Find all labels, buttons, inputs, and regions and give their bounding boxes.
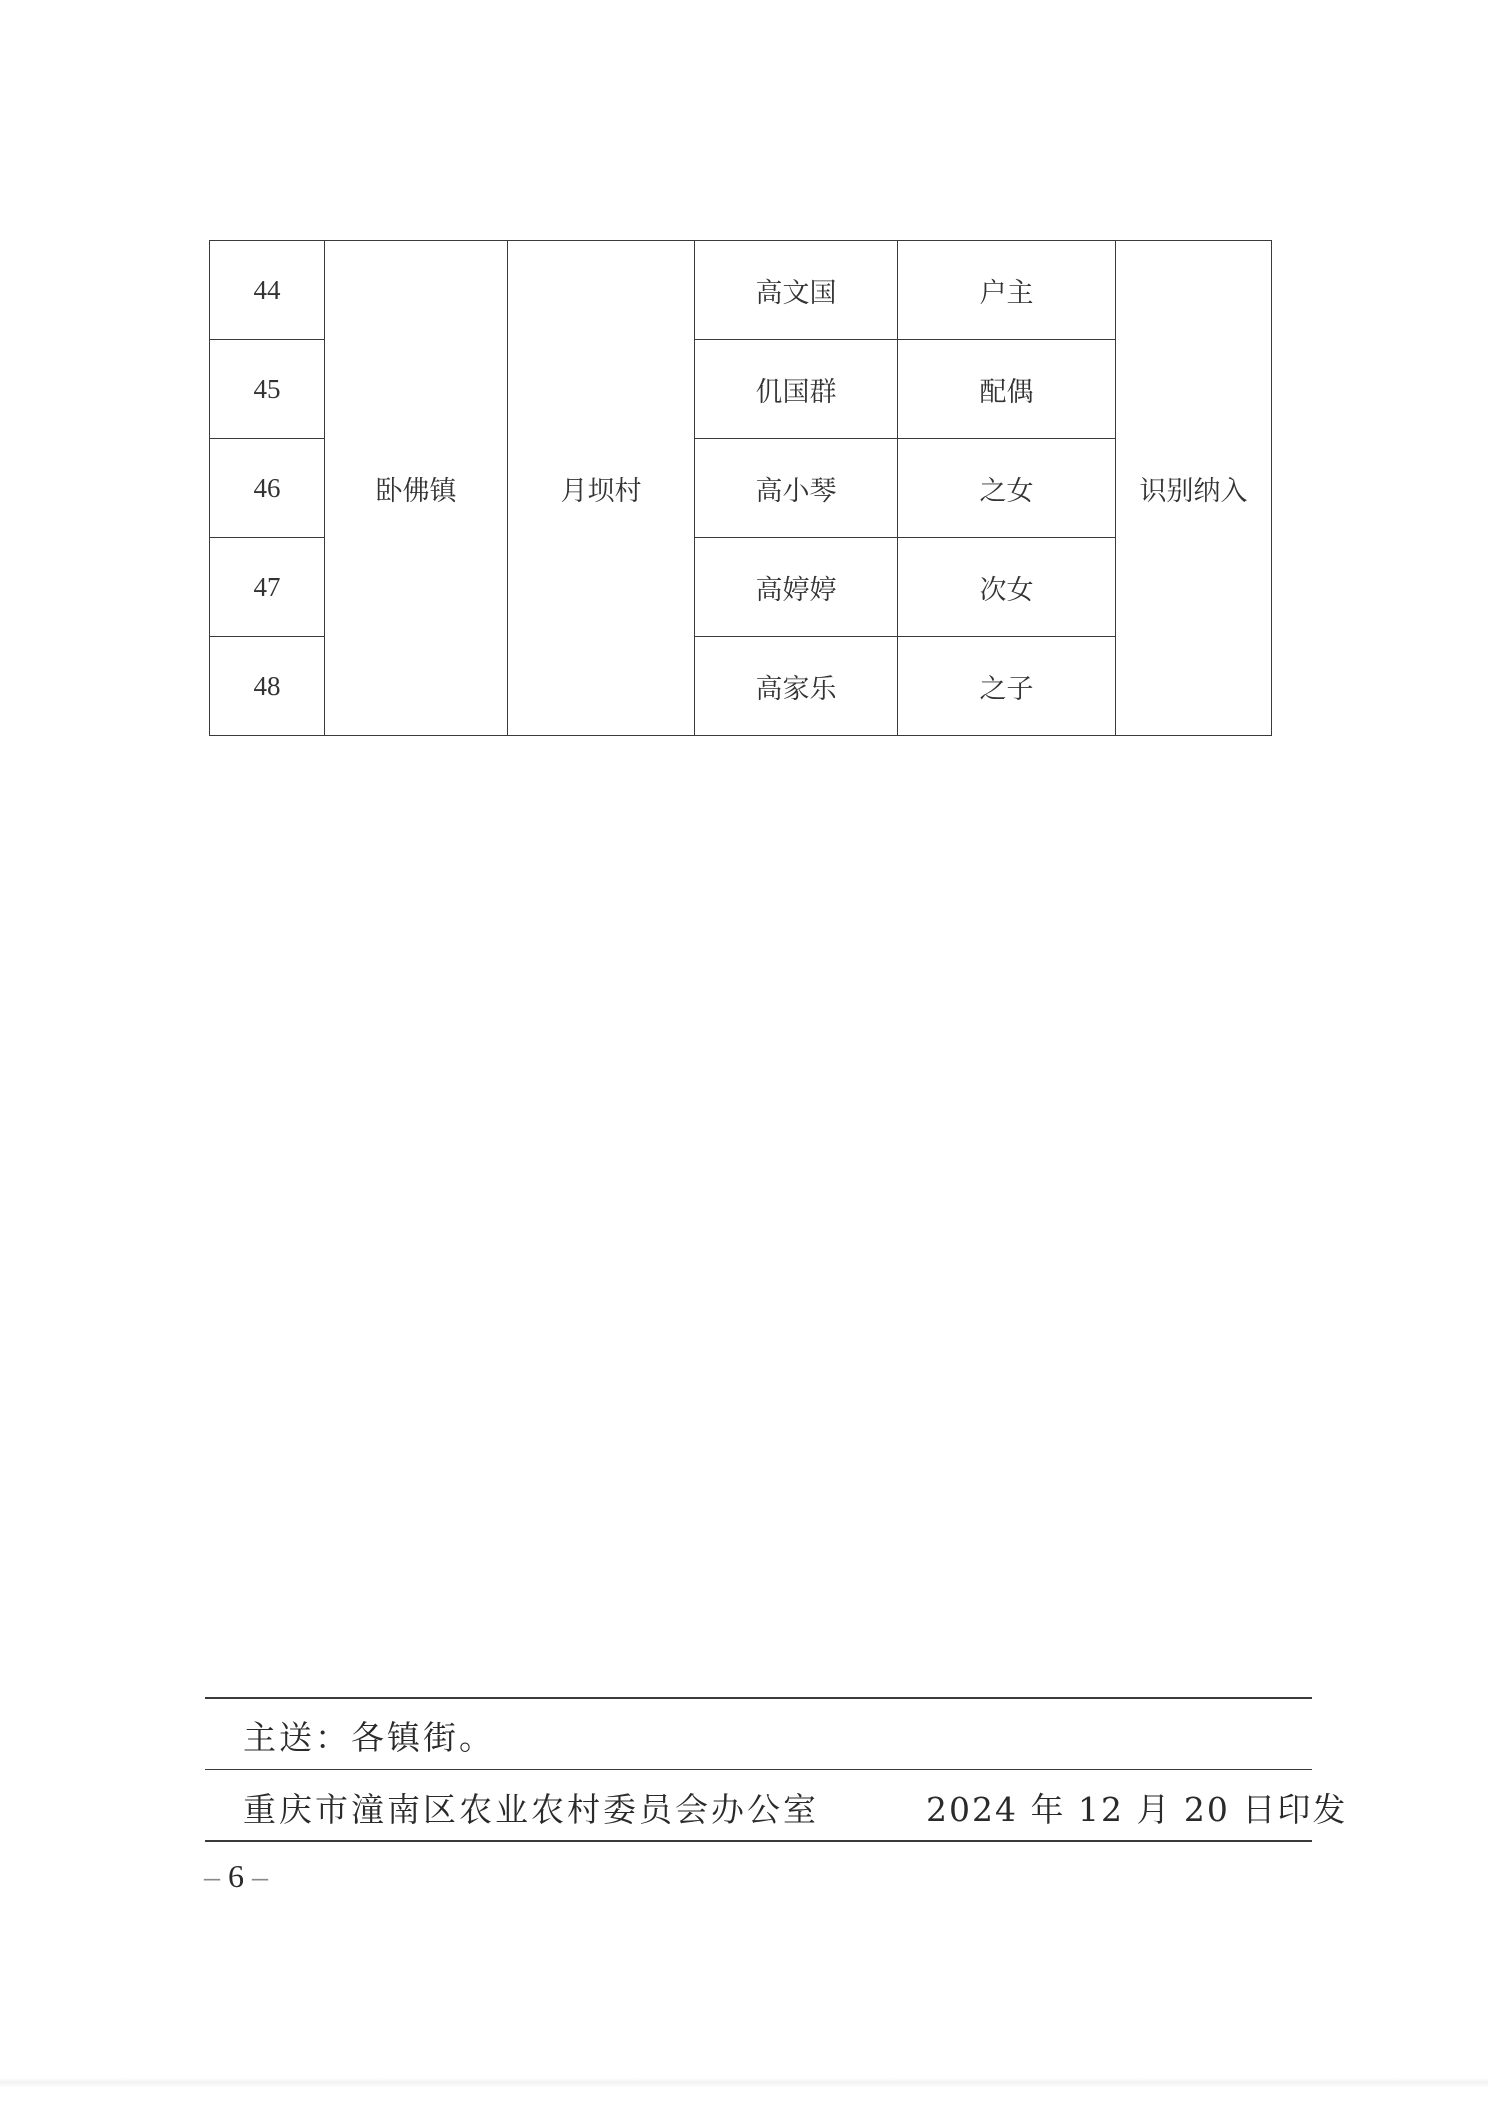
name-cell: 仉国群	[695, 340, 898, 439]
row-number: 45	[210, 340, 325, 439]
village-cell: 月坝村	[508, 241, 695, 736]
page-number-value: 6	[228, 1858, 244, 1894]
row-number: 48	[210, 637, 325, 736]
household-table	[209, 240, 1272, 736]
relation-cell: 之女	[898, 439, 1116, 538]
town-cell: 卧佛镇	[325, 241, 508, 736]
name-cell: 高家乐	[695, 637, 898, 736]
relation-cell: 户主	[898, 241, 1116, 340]
footer-top-rule	[205, 1697, 1312, 1699]
relation-cell: 次女	[898, 538, 1116, 637]
name-cell: 高文国	[695, 241, 898, 340]
name-cell: 高婷婷	[695, 538, 898, 637]
status-cell: 识别纳入	[1116, 241, 1272, 736]
send-to-line: 主送：各镇街。	[243, 1718, 495, 1757]
name-cell: 高小琴	[695, 439, 898, 538]
table-row	[210, 241, 1272, 340]
row-number: 46	[210, 439, 325, 538]
row-number: 47	[210, 538, 325, 637]
footer-bottom-rule	[205, 1840, 1312, 1842]
row-number: 44	[210, 241, 325, 340]
relation-cell: 之子	[898, 637, 1116, 736]
relation-cell: 配偶	[898, 340, 1116, 439]
page-number-dash-right: –	[252, 1858, 268, 1894]
issuer-name: 重庆市潼南区农业农村委员会办公室	[243, 1790, 819, 1829]
footer-middle-rule	[205, 1769, 1312, 1770]
scan-edge-shade	[0, 2078, 1488, 2088]
page-number-dash-left: –	[204, 1858, 220, 1894]
issue-date: 2024 年 12 月 20 日印发	[926, 1790, 1348, 1829]
page-number	[204, 1858, 268, 1895]
